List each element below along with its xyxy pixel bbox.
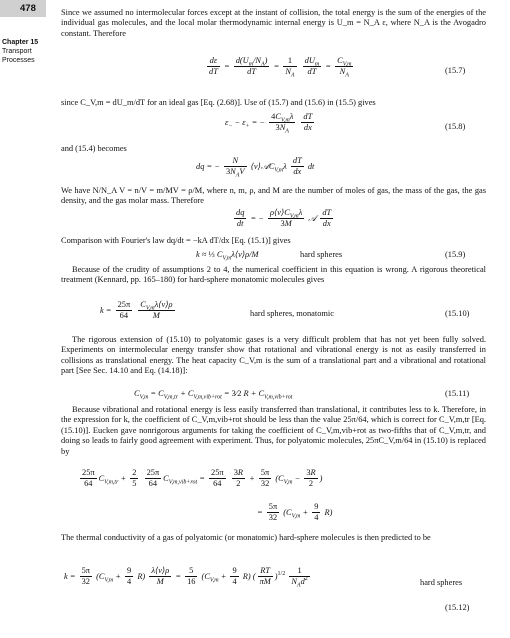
line-comparison bbox=[61, 236, 486, 246]
equation-15-9: k ≈ ⅓ $C_{V,m}\lambda⟨v⟩\rho/M$ bbox=[196, 250, 259, 262]
line-and-text: and (15.4) becomes bbox=[61, 144, 127, 153]
paragraph-thermal bbox=[61, 533, 486, 543]
equation-15-8: $\varepsilon_- - \varepsilon_+$ = − $\frac{4C_{V,m}\lambda}{3N_A}$ $\frac{dT}{dx}$ bbox=[225, 112, 313, 136]
paragraph-crudity bbox=[61, 265, 486, 286]
equation-15-9-note: hard spheres bbox=[300, 250, 343, 259]
line-since bbox=[61, 98, 486, 108]
equation-dq: dq = − $\frac{N}{3N_AV}$ ⟨v⟩𝒜C$_{V,m}$λ $\frac{dT}{dx}$ dt bbox=[196, 156, 315, 180]
paragraph-because-text: Because vibrational and rotational energy is less easily transferred than translational, it contributes less to k. Therefore, in the expression for k, the coefficient of C_V,m,vib+rot should be less than the value 25π/64, which is correct for C_V,m,tr [Eq. (15.10)]. Eucken gave nonrigorous arguments for taking the coefficient of C_V,m,vib+rot as two-fifths that of C_V,m,tr, and doing so leads to fairly good agreement with experiment. Thus, for polyatomic molecules, 25πC_V,m/64 in (15.10) is replaced by bbox=[61, 405, 486, 456]
page-number: 478 bbox=[0, 0, 46, 17]
equation-number-15-7: (15.7) bbox=[445, 66, 466, 75]
equation-number-15-9: (15.9) bbox=[445, 250, 466, 259]
equation-number-15-10: (15.10) bbox=[445, 309, 470, 318]
equation-15-12-note: hard spheres bbox=[420, 578, 463, 587]
equation-number-15-12: (15.12) bbox=[445, 603, 470, 612]
paragraph-crudity-text: Because of the crudity of assumptions 2 to 4, the numerical coefficient in this equation is wrong. A rigorous theoretical treatment (Kennard, pp. 165–180) for hard-sphere monatomic molecules gives bbox=[61, 265, 486, 285]
equation-15-11: $C_{V,m} = C_{V,m,tr} + C_{V,m,vib+rot}$ = 3⁄2 $R + C_{V,m,vib+rot}$ bbox=[134, 389, 293, 401]
line-since-text: since C_V,m = dU_m/dT for an ideal gas [Eq. (2.68)]. Use of (15.7) and (15.6) in (15.5) gives bbox=[61, 98, 376, 107]
equation-eucken-result: = $\frac{5\pi}{32}$ ($C_{V,m}$ + $\frac{9}{4}$ R) bbox=[257, 502, 333, 523]
equation-eucken: $\frac{25\pi}{64}$ $C_{V,m,tr}$ + $\frac{2}{5}$ $\frac{25\pi}{64}$ $C_{V,m,vib+rot}$ = $\frac{25\pi}{64}$ $\frac{3R}{2}$ + $\frac{5\pi}{32}$ ($C_{V,m}$ − $\frac{3R}{2}$ ) bbox=[82, 468, 323, 489]
paragraph-because bbox=[61, 405, 486, 457]
paragraph-rigorous bbox=[61, 335, 486, 377]
equation-number-15-11: (15.11) bbox=[445, 389, 470, 398]
paragraph-thermal-text: The thermal conductivity of a gas of polyatomic (or monatomic) hard-sphere molecules is then predicted to be bbox=[61, 533, 431, 542]
chapter-label: Chapter 15 bbox=[2, 39, 39, 46]
paragraph-we-have bbox=[61, 186, 486, 207]
line-and bbox=[61, 144, 486, 154]
equation-15-12: k = $\frac{5\pi}{32}$ ($C_{V,m}$ + $\frac{9}{4}$ R) $\frac{\lambda⟨v⟩\rho}{M}$ = $\frac{5}{16}$ ($C_{V,m}$ + $\frac{9}{4}$ R) ( $\frac{RT}{\pi M}$ )$^{1/2}$ $\frac{1}{N_Ad^2}$ bbox=[64, 566, 308, 590]
equation-number-15-8: (15.8) bbox=[445, 122, 466, 131]
chapter-sidebar bbox=[0, 38, 62, 65]
paragraph-energy bbox=[61, 8, 486, 39]
equation-dqdt: $\frac{dq}{dt}$ = − $\frac{\rho⟨v⟩C_{V,m}\lambda}{3M}$ 𝒜 $\frac{dT}{dx}$ bbox=[236, 208, 332, 229]
paragraph-rigorous-text: The rigorous extension of (15.10) to polyatomic gases is a very difficult problem that has not yet been fully solved. Experiments on intermolecular energy transfer show that rotational and vibrational energy is not as easily transferred in collisions as translational energy. The heat capacity C_V,m is the sum of a translational part and a vibrational and rotational part [See Sec. 14.10 and Eq. (14.18)]: bbox=[61, 335, 486, 376]
chapter-title: Transport Processes bbox=[2, 48, 35, 64]
equation-15-10-note: hard spheres, monatomic bbox=[250, 309, 334, 318]
paragraph-energy-text: Since we assumed no intermolecular forces except at the instant of collision, the total energy is the sum of the energies of the individual gas molecules, and the local molar thermodynamic internal energy is U_m = N_A ε, where N_A is the Avogadro constant. Therefore bbox=[61, 8, 486, 38]
equation-15-7: $\frac{d\varepsilon}{dT}$ = $\frac{d(U_m/N_A)}{dT}$ = $\frac{1}{N_A}$ $\frac{dU_m}{dT}$ = $\frac{C_{V,m}}{N_A}$ bbox=[209, 56, 352, 80]
paragraph-we-have-text: We have N/N_A V = n/V = m/MV = ρ/M, where n, m, ρ, and M are the number of moles of gas, the mass of the gas, the gas density, and the gas molar mass. Therefore bbox=[61, 186, 486, 206]
equation-15-10: k = $\frac{25\pi}{64}$ $\frac{C_{V,m}\lambda⟨v⟩\rho}{M}$ bbox=[100, 300, 173, 321]
line-comparison-text: Comparison with Fourier's law dq/dt = −kA dT/dx [Eq. (15.1)] gives bbox=[61, 236, 291, 245]
